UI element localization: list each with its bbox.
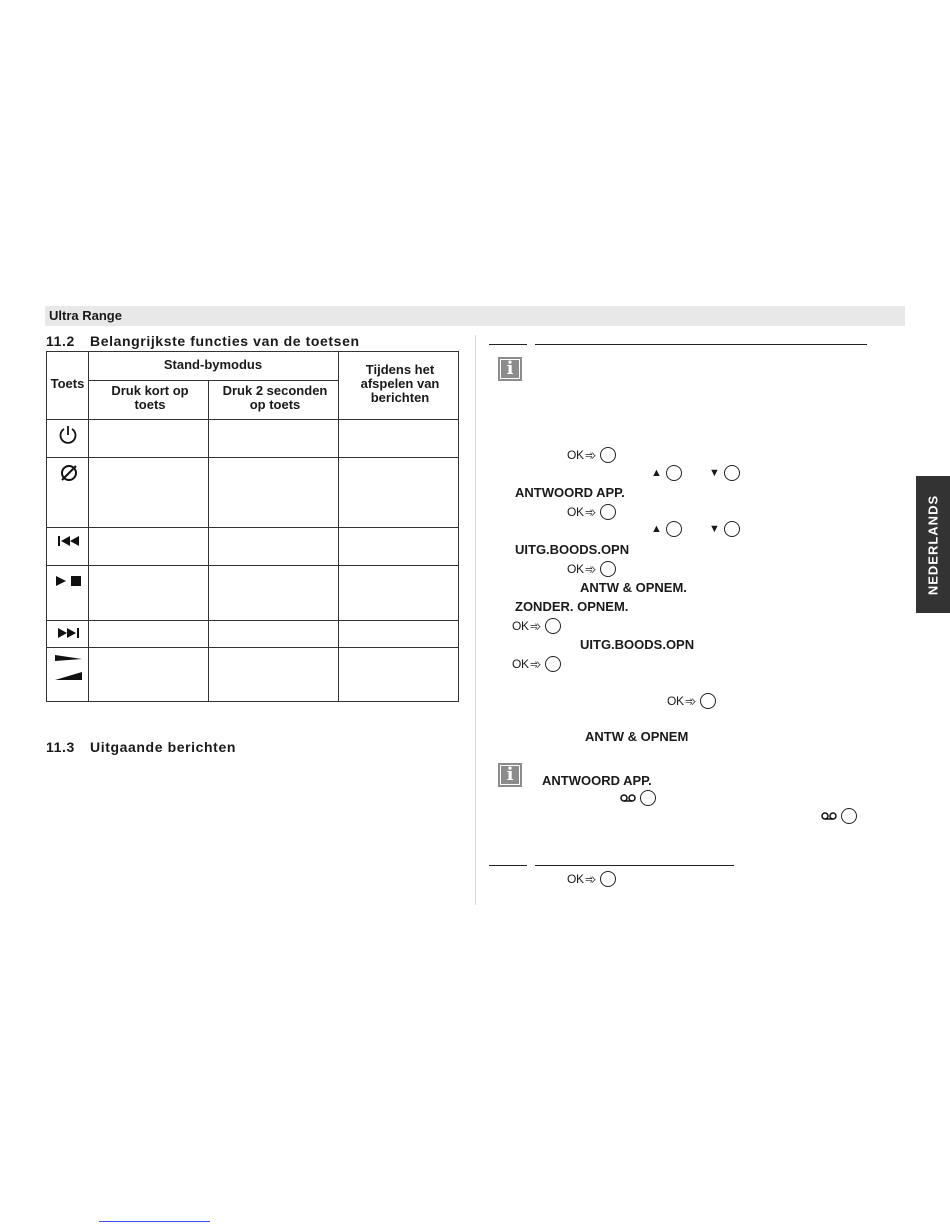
section-heading: Belangrijkste functies van de toetsen: [90, 333, 360, 349]
key-circle-icon: [600, 447, 616, 463]
enter-arrow-icon: ➾: [529, 655, 542, 672]
ok-button[interactable]: OK ➾: [567, 870, 616, 888]
rule-medium: [535, 865, 734, 866]
section-title-keys: [46, 333, 360, 349]
ok-button[interactable]: OK ➾: [512, 655, 561, 673]
key-circle-icon: [600, 504, 616, 520]
ok-button[interactable]: OK ➾: [512, 617, 561, 635]
ok-button[interactable]: OK ➾: [667, 692, 716, 710]
link-underline: [99, 1221, 210, 1222]
menu-label-zonder-opnem: ZONDER. OPNEM.: [515, 599, 629, 614]
column-divider: [475, 335, 476, 905]
ok-button[interactable]: OK ➾: [567, 446, 616, 464]
down-button[interactable]: [709, 464, 740, 482]
voicemail-button[interactable]: [620, 789, 656, 807]
menu-label-antwoord-app: ANTWOORD APP.: [515, 485, 625, 500]
language-tab-label: NEDERLANDS: [925, 494, 941, 595]
play-stop-icon: [55, 574, 83, 588]
key-circle-icon: [700, 693, 716, 709]
skip-forward-icon: [57, 626, 81, 640]
key-circle-icon: [545, 656, 561, 672]
key-circle-icon: [724, 521, 740, 537]
key-circle-icon: [640, 790, 656, 806]
menu-label-antw-opnem-final: ANTW & OPNEM: [585, 729, 689, 744]
key-circle-icon: [600, 561, 616, 577]
menu-label-uitg-boods-opn-2: UITG.BOODS.OPN: [580, 637, 695, 652]
up-arrow-icon: ▲: [651, 523, 662, 535]
section-number: 11.2: [46, 333, 75, 349]
up-arrow-icon: ▲: [651, 467, 662, 479]
rule-short: [489, 344, 527, 345]
skip-back-icon: [57, 534, 81, 548]
info-icon: i: [498, 763, 522, 787]
enter-arrow-icon: ➾: [684, 692, 697, 709]
header-playback: Tijdens het afspelen van berichten: [360, 362, 440, 405]
header-long-press: Druk 2 seconden op toets: [222, 383, 328, 412]
section-title-outgoing: [46, 739, 236, 755]
section-heading: Uitgaande berichten: [90, 739, 236, 755]
enter-arrow-icon: ➾: [584, 870, 597, 887]
ok-button[interactable]: OK ➾: [567, 560, 616, 578]
down-arrow-icon: ▼: [709, 467, 720, 479]
menu-label-antw-opnem: ANTW & OPNEM.: [580, 580, 687, 595]
key-functions-table: [46, 351, 459, 702]
enter-arrow-icon: ➾: [584, 503, 597, 520]
header-toets: Toets: [50, 376, 85, 391]
down-arrow-icon: ▼: [709, 523, 720, 535]
language-tab: [916, 476, 950, 613]
info-icon: i: [498, 357, 522, 381]
rule-short: [489, 865, 527, 866]
enter-arrow-icon: ➾: [529, 617, 542, 634]
key-circle-icon: [600, 871, 616, 887]
menu-label-uitg-boods-opn: UITG.BOODS.OPN: [515, 542, 630, 557]
header-band: [45, 306, 905, 326]
key-circle-icon: [666, 521, 682, 537]
key-circle-icon: [545, 618, 561, 634]
product-name: Ultra Range: [49, 308, 122, 323]
voicemail-button[interactable]: [821, 807, 857, 825]
delete-icon: [59, 463, 79, 483]
voicemail-icon: [821, 811, 837, 821]
up-button[interactable]: [651, 464, 682, 482]
ok-button[interactable]: OK ➾: [567, 503, 616, 521]
power-icon: [58, 424, 78, 446]
key-circle-icon: [724, 465, 740, 481]
down-button[interactable]: [709, 520, 740, 538]
enter-arrow-icon: ➾: [584, 560, 597, 577]
key-circle-icon: [666, 465, 682, 481]
voicemail-icon: [620, 793, 636, 803]
key-circle-icon: [841, 808, 857, 824]
rule-long: [535, 344, 867, 345]
info-label-antwoord-app: ANTWOORD APP.: [542, 773, 652, 788]
enter-arrow-icon: ➾: [584, 446, 597, 463]
header-standby: Stand-bymodus: [163, 357, 263, 372]
up-button[interactable]: [651, 520, 682, 538]
volume-icon: [55, 654, 83, 682]
header-short-press: Druk kort op toets: [111, 383, 189, 412]
section-number: 11.3: [46, 739, 75, 755]
